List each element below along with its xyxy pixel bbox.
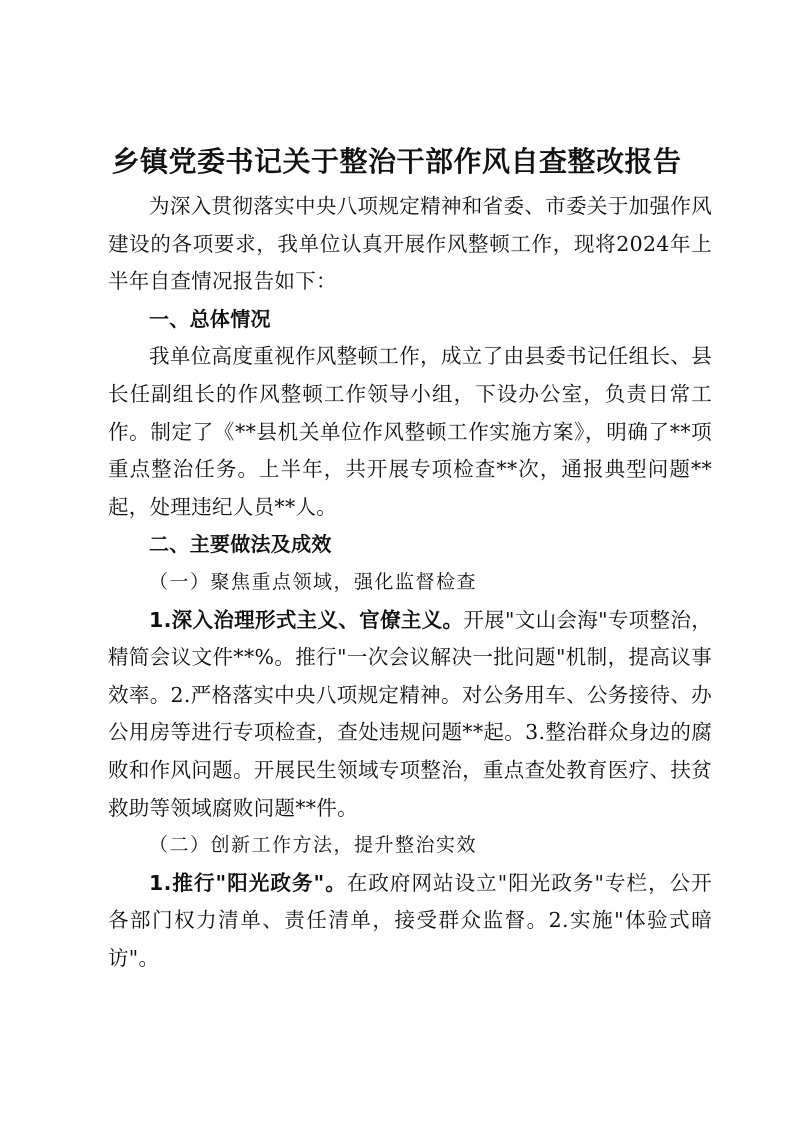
section-2-heading: 二、主要做法及成效: [149, 532, 332, 557]
subsection-2-paragraph: [108, 865, 712, 978]
subsection-1-paragraph: [108, 602, 712, 828]
subsection-2-lead: 1.推行"阳光政务"。: [149, 870, 347, 895]
section-1-heading: 一、总体情况: [149, 306, 271, 331]
subsection-1-heading: （一）聚焦重点领域，强化监督检查: [149, 570, 478, 593]
section-1-paragraph: 我单位高度重视作风整顿工作，成立了由县委书记任组长、县长任副组长的作风整顿工作领导小组，下设办公室，负责日常工作。制定了《**县机关单位作风整顿工作实施方案》，明确了**项重点整治任务。上半年，共开展专项检查**次，通报典型问题**起，处理违纪人员**人。: [108, 344, 712, 519]
subsection-1-text: 开展"文山会海"专项整治，精简会议文件**%。推行"一次会议解决一批问题"机制，提高议事效率。2.严格落实中央八项规定精神。对公务用车、公务接待、办公用房等进行专项检查，查处违规问题**起。3.整治群众身边的腐败和作风问题。开展民生领域专项整治，重点查处教育医疗、扶贫救助等领域腐败问题**件。: [108, 607, 712, 820]
document-title: 乡镇党委书记关于整治干部作风自查整改报告: [111, 145, 682, 178]
document-body: [108, 188, 712, 977]
subsection-2-text: 在政府网站设立"阳光政务"专栏，公开各部门权力清单、责任清单，接受群众监督。2.实施"体验式暗访"。: [108, 870, 712, 970]
subsection-1-lead: 1.深入治理形式主义、官僚主义。: [149, 607, 464, 632]
subsection-2-heading: （二）创新工作方法，提升整治实效: [149, 834, 478, 857]
intro-paragraph: 为深入贯彻落实中央八项规定精神和省委、市委关于加强作风建设的各项要求，我单位认真开展作风整顿工作，现将2024年上半年自查情况报告如下：: [108, 194, 712, 294]
